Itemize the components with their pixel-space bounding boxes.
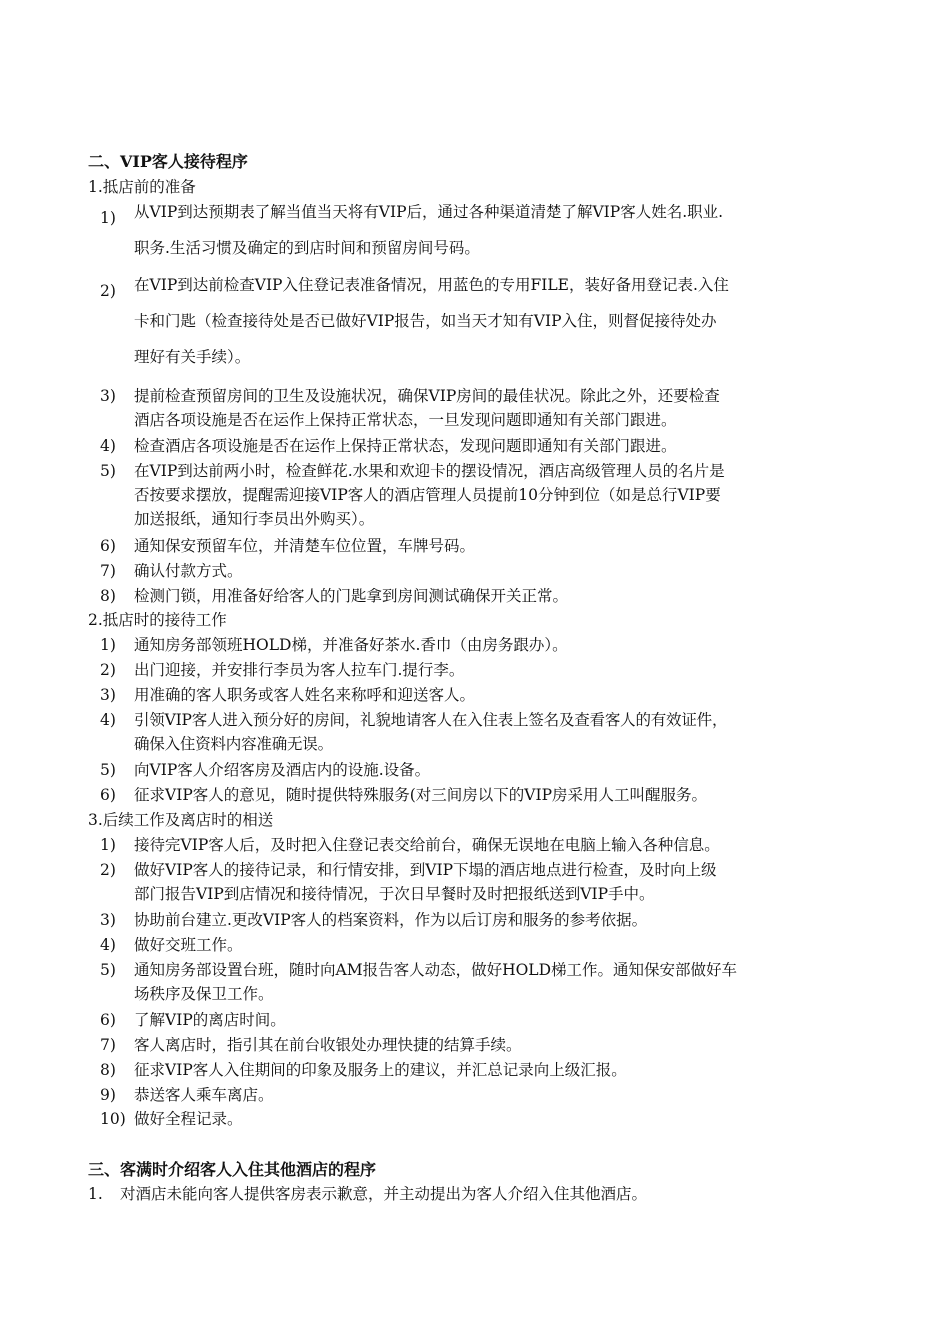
item-text: 检查酒店各项设施是否在运作上保持正常状态，发现问题即通知有关部门跟进。 [134,437,677,455]
item-number: 3) [100,911,116,929]
item-text: 做好VIP客人的接待记录，和行情安排，到VIP下塌的酒店地点进行检查，及时向上级 部门报告VIP到店情况和接待情况，于次日早餐时及时把报纸送到VIP手中。 [134,861,717,903]
item-text: 征求VIP客人入住期间的印象及服务上的建议，并汇总记录向上级汇报。 [134,1061,627,1079]
item-number: 2) [100,861,116,879]
item-number: 10) [100,1110,126,1128]
list-item [100,1033,900,1057]
item-number: 3) [100,686,116,704]
item-number: 4) [100,936,116,954]
list-item [100,908,900,932]
list-item [100,833,900,857]
item-text: 征求VIP客人的意见，随时提供特殊服务(对三间房以下的VIP房采用人工叫醒服务。 [134,786,708,804]
item-number: 7) [100,1036,116,1054]
list-item [100,683,900,707]
item-number: 1) [100,636,116,654]
item-number: 7) [100,562,116,580]
item-number: 8) [100,1061,116,1079]
list-item [100,534,900,558]
list-item [100,783,900,807]
item-text: 接待完VIP客人后，及时把入住登记表交给前台，确保无误地在电脑上输入各种信息。 [134,836,720,854]
item-text: 通知房务部设置台班，随时向AM报告客人动态，做好HOLD梯工作。通知保安部做好车 场秩序及保卫工作。 [134,961,738,1003]
list-item [100,1008,900,1032]
item-number: 5) [100,961,116,979]
item-text: 检测门锁，用准备好给客人的门匙拿到房间测试确保开关正常。 [134,587,569,605]
section-2-title: 二、VIP客人接待程序 [88,152,248,171]
item-number: 1. [88,1185,103,1203]
item-number: 5) [100,462,116,480]
item-number: 5) [100,761,116,779]
list-item [100,933,900,957]
item-number: 1) [100,836,116,854]
item-text: 从VIP到达预期表了解当值当天将有VIP后，通过各种渠道清楚了解VIP客人姓名.职业. 职务.生活习惯及确定的到店时间和预留房间号码。 [134,203,724,257]
item-number: 6) [100,537,116,555]
item-text: 做好交班工作。 [134,936,243,954]
list-item [100,1058,900,1082]
item-number: 8) [100,587,116,605]
list-item [100,273,900,375]
list-item [100,584,900,608]
item-text: 通知保安预留车位，并清楚车位位置，车牌号码。 [134,537,476,555]
item-text: 引领VIP客人进入预分好的房间，礼貌地请客人在入住表上签名及查看客人的有效证件， 确保入住资料内容准确无误。 [134,711,728,753]
item-number: 4) [100,437,116,455]
list-item [100,1083,900,1107]
item-text: 恭送客人乘车离店。 [134,1086,274,1104]
list-item [100,459,900,531]
part-3-title: 3.后续工作及离店时的相送 [88,811,274,829]
list-item [100,384,900,432]
item-number: 6) [100,1011,116,1029]
list-item [100,658,900,682]
item-number: 3) [100,387,116,405]
item-text: 向VIP客人介绍客房及酒店内的设施.设备。 [134,761,431,779]
item-text: 确认付款方式。 [134,562,243,580]
list-item [100,434,900,458]
item-number: 4) [100,711,116,729]
list-item [100,858,900,906]
item-text: 通知房务部领班HOLD梯，并准备好茶水.香巾（由房务跟办）。 [134,636,568,654]
item-number: 9) [100,1086,116,1104]
item-text: 在VIP到达前检查VIP入住登记表准备情况，用蓝色的专用FILE，装好备用登记表.入住 卡和门匙（检查接待处是否已做好VIP报告，如当天才知有VIP入住，则督促接待处办 理好有关手续）。 [134,276,729,366]
part-1-title: 1.抵店前的准备 [88,178,196,196]
item-text: 协助前台建立.更改VIP客人的档案资料，作为以后订房和服务的参考依据。 [134,911,648,929]
part-2-title: 2.抵店时的接待工作 [88,611,227,629]
list-item [100,958,900,1006]
list-item [100,758,900,782]
list-item [100,633,900,657]
item-text: 提前检查预留房间的卫生及设施状况，确保VIP房间的最佳状况。除此之外，还要检查 酒店各项设施是否在运作上保持正常状态，一旦发现问题即通知有关部门跟进。 [134,387,720,429]
list-item [100,1107,900,1131]
item-text: 客人离店时，指引其在前台收银处办理快捷的结算手续。 [134,1036,522,1054]
item-text: 了解VIP的离店时间。 [134,1011,286,1029]
item-number: 1) [100,209,116,227]
item-text: 用准确的客人职务或客人姓名来称呼和迎送客人。 [134,686,476,704]
item-text: 出门迎接，并安排行李员为客人拉车门.提行李。 [134,661,465,679]
item-number: 2) [100,661,116,679]
item-number: 2) [100,282,116,300]
item-text: 在VIP到达前两小时，检查鲜花.水果和欢迎卡的摆设情况，酒店高级管理人员的名片是 否按要求摆放，提醒需迎接VIP客人的酒店管理人员提前10分钟到位（如是总行VIP要 加送报纸，通知行李员出外购买）。 [134,462,725,528]
item-number: 6) [100,786,116,804]
list-item [88,1182,908,1206]
list-item [100,559,900,583]
item-text: 做好全程记录。 [134,1110,243,1128]
list-item [100,200,900,266]
section-3-title: 三、客满时介绍客人入住其他酒店的程序 [88,1160,377,1179]
list-item [100,708,900,756]
item-text: 对酒店未能向客人提供客房表示歉意，并主动提出为客人介绍入住其他酒店。 [120,1185,648,1203]
